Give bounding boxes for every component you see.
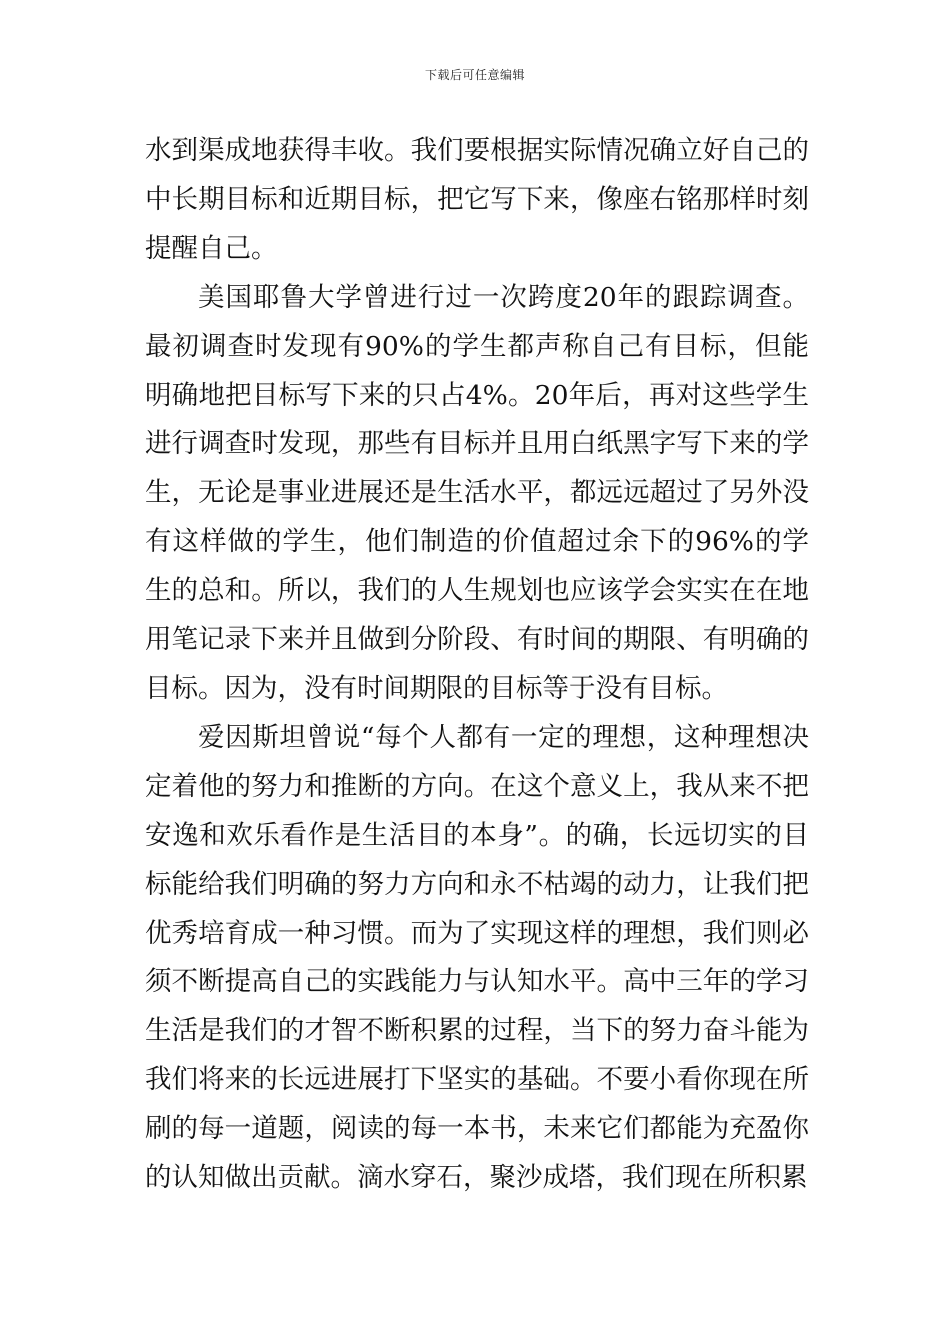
page-header-note: 下载后可任意编辑 [424, 68, 525, 82]
paragraph-3: 爱因斯坦曾说“每个人都有一定的理想，这种理想决定着他的努力和推断的方向。在这个意义上，我从来不把安逸和欢乐看作是生活目的本身”。的确，长远切实的目标能给我们明确的努力方向和永不枯竭的动力，让我们把优秀培育成一种习惯。而为了实现这样的理想，我们则必须不断提高自己的实践能力与认知水平。高中三年的学习生活是我们的才智不断积累的过程，当下的努力奋斗能为我们将来的长远进展打下坚实的基础。不要小看你现在所刷的每一道题，阅读的每一本书，未来它们都能为充盈你的认知做出贡献。滴水穿石，聚沙成塔，我们现在所积累 [145, 721, 809, 1194]
paragraph-1: 水到渠成地获得丰收。我们要根据实际情况确立好自己的中长期目标和近期目标，把它写下来，像座右铭那样时刻提醒自己。 [145, 135, 809, 264]
paragraph-2: 美国耶鲁大学曾进行过一次跨度20年的跟踪调查。最初调查时发现有90%的学生都声称自己有目标，但能明确地把目标写下来的只占4%。20年后，再对这些学生进行调查时发现，那些有目标并且用白纸黑字写下来的学生，无论是事业进展还是生活水平，都远远超过了另外没有这样做的学生，他们制造的价值超过余下的96%的学生的总和。所以，我们的人生规划也应该学会实实在在地用笔记录下来并且做到分阶段、有时间的期限、有明确的目标。因为，没有时间期限的目标等于没有目标。 [145, 281, 809, 704]
document-body [145, 127, 809, 1203]
